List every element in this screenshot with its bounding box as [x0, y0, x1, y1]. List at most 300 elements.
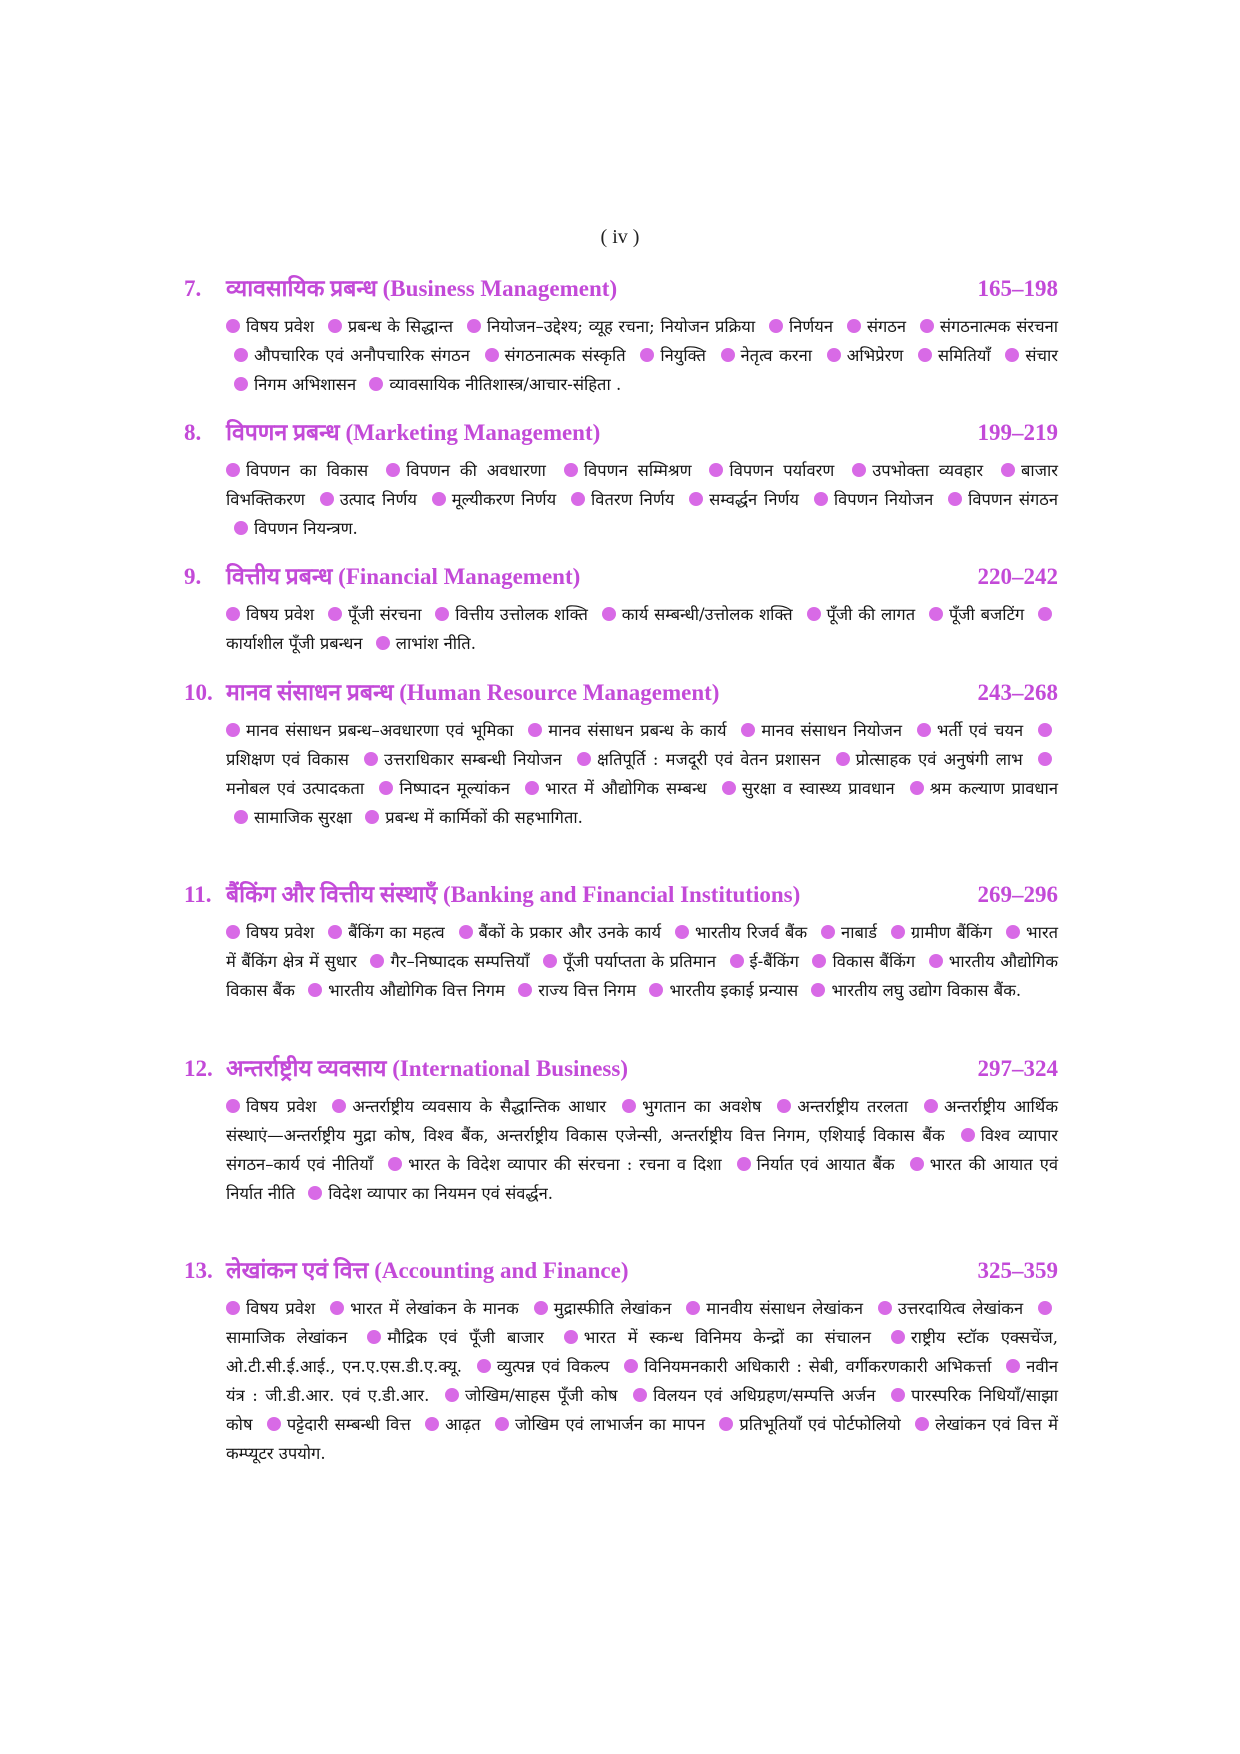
topic-label: राष्ट्रीय स्टॉक एक्सचेंज, ओ.टी.सी.ई.आई., एन.ए.एस.डी.ए.क्यू. [226, 1328, 1058, 1376]
circle-bullet-icon [386, 463, 400, 477]
topic-label: लाभांश नीति. [395, 634, 476, 653]
circle-bullet-icon [891, 1330, 905, 1344]
circle-bullet-icon [1038, 752, 1052, 766]
topic-item [362, 952, 529, 971]
section-topics [226, 456, 1058, 543]
topic-label: समितियाँ [937, 346, 991, 365]
topic-label: पूँजी बजटिंग [948, 605, 1025, 624]
circle-bullet-icon [376, 636, 390, 650]
topic-item [844, 461, 983, 480]
page-range: 269–296 [977, 882, 1058, 907]
circle-bullet-icon [234, 377, 248, 391]
section-number: 11. [184, 882, 212, 907]
section-title: लेखांकन एवं वित्त (Accounting and Finance) [226, 1258, 629, 1283]
topic-item [883, 923, 992, 942]
topic-label: बाजार विभक्तिकरण [226, 461, 1058, 509]
topic-label: भारत में औद्योगिक सम्बन्ध [544, 779, 707, 798]
topic-label: उत्तरदायित्व लेखांकन [897, 1299, 1024, 1318]
page-range: 325–359 [977, 1258, 1058, 1283]
section-title: व्यावसायिक प्रबन्ध (Business Management) [226, 276, 618, 301]
topic-label: पूँजी पर्याप्तता के प्रतिमान [563, 952, 716, 971]
section-title: विपणन प्रबन्ध (Marketing Management) [226, 420, 601, 445]
topic-label: क्षतिपूर्ति : मजदूरी एवं वेतन प्रशासन [597, 750, 821, 769]
topic-label: विलयन एवं अधिग्रहण/सम्पत्ति अर्जन [653, 1386, 876, 1405]
section-title: अन्तर्राष्ट्रीय व्यवसाय (International Business) [226, 1056, 628, 1081]
section-title: मानव संसाधन प्रबन्ध (Human Resource Management) [226, 680, 720, 705]
section-number: 8. [184, 420, 202, 445]
circle-bullet-icon [564, 463, 578, 477]
topic-label: प्रबन्ध के सिद्धान्त [347, 317, 454, 336]
topic-item [427, 605, 588, 624]
topic-item [226, 721, 513, 740]
circle-bullet-icon [1001, 463, 1015, 477]
topic-label: संगठनात्मक संस्कृति [504, 346, 626, 365]
page-number: ( iv ) [600, 226, 640, 248]
topic-item [380, 1155, 721, 1174]
circle-bullet-icon [495, 1417, 509, 1431]
topic-label: विदेश व्यापार का नियमन एवं संवर्द्धन. [328, 1184, 554, 1203]
circle-bullet-icon [878, 1301, 892, 1315]
topic-label: वितरण निर्णय [591, 490, 675, 509]
circle-bullet-icon [633, 1388, 647, 1402]
topic-label: उत्तराधिकार सम्बन्धी नियोजन [384, 750, 562, 769]
circle-bullet-icon [649, 983, 663, 997]
circle-bullet-icon [1038, 1301, 1052, 1315]
topic-item [556, 1328, 871, 1347]
section-heading[interactable] [184, 878, 1058, 912]
topic-item [641, 981, 798, 1000]
circle-bullet-icon [467, 319, 481, 333]
circle-bullet-icon [330, 1301, 344, 1315]
circle-bullet-icon [328, 607, 342, 621]
topic-label: अन्तर्राष्ट्रीय आर्थिक संस्थाएं—अन्तर्राष्ट्रीय मुद्रा कोष, विश्व बैंक, अन्तर्राष्ट्रीय विकास एजेन्सी, अन्तर्राष्ट्रीय वित्त निगम, एशियाई विकास बैंक [226, 1097, 1059, 1145]
topic-label: नेतृत्व करना [740, 346, 813, 365]
circle-bullet-icon [328, 319, 342, 333]
topic-label: विपणन का विकास [246, 461, 369, 480]
topic-item [828, 750, 1023, 769]
section-title: बैंकिंग और वित्तीय संस्थाएँ (Banking and Financial Institutions) [226, 882, 801, 907]
topic-label: भारत में लेखांकन के मानक [350, 1299, 519, 1318]
topic-item [569, 750, 820, 769]
topic-label: मानव संसाधन प्रबन्ध–अवधारणा एवं भूमिका [246, 721, 514, 740]
topic-label: पूँजी की लागत [826, 605, 916, 624]
topic-label: नियुक्ति [660, 346, 706, 365]
topic-label: मनोबल एवं उत्पादकता [226, 779, 365, 798]
circle-bullet-icon [543, 954, 557, 968]
topic-item [312, 490, 417, 509]
circle-bullet-icon [737, 1157, 751, 1171]
circle-bullet-icon [459, 925, 473, 939]
circle-bullet-icon [525, 781, 539, 795]
topic-label: विपणन की अवधारणा [406, 461, 546, 480]
topic-label: विषय प्रवेश [246, 1299, 316, 1318]
topic-label: व्युत्पन्न एवं विकल्प [496, 1357, 610, 1376]
topic-item [701, 461, 834, 480]
topic-item [819, 346, 904, 365]
topic-item [940, 490, 1058, 509]
topic-item [226, 519, 358, 538]
circle-bullet-icon [379, 781, 393, 795]
topic-item [459, 317, 755, 336]
circle-bullet-icon [891, 1388, 905, 1402]
topic-item [359, 1328, 544, 1347]
topic-item [556, 461, 692, 480]
circle-bullet-icon [485, 348, 499, 362]
circle-bullet-icon [364, 752, 378, 766]
topic-label: अभिप्रेरण [846, 346, 904, 365]
topic-label: विपणन नियन्त्रण. [254, 519, 358, 538]
topic-label: ग्रामीण बैंकिंग [910, 923, 993, 942]
circle-bullet-icon [709, 463, 723, 477]
section-topics [226, 312, 1058, 399]
topic-label: विपणन पर्यावरण [729, 461, 835, 480]
circle-bullet-icon [910, 781, 924, 795]
topic-item [678, 1299, 863, 1318]
circle-bullet-icon [267, 1417, 281, 1431]
circle-bullet-icon [961, 1128, 975, 1142]
topic-item [870, 1299, 1023, 1318]
topic-item [594, 605, 793, 624]
circle-bullet-icon [367, 1330, 381, 1344]
topic-item [226, 346, 470, 365]
circle-bullet-icon [435, 607, 449, 621]
circle-bullet-icon [915, 1417, 929, 1431]
circle-bullet-icon [226, 925, 240, 939]
circle-bullet-icon [722, 781, 736, 795]
topic-item [520, 721, 726, 740]
topic-label: भारतीय लघु उद्योग विकास बैंक. [831, 981, 1022, 1000]
topic-item [714, 779, 895, 798]
circle-bullet-icon [929, 954, 943, 968]
circle-bullet-icon [365, 810, 379, 824]
topic-item [803, 981, 1021, 1000]
circle-bullet-icon [370, 954, 384, 968]
circle-bullet-icon [891, 925, 905, 939]
topic-item [510, 981, 636, 1000]
topic-item [320, 605, 422, 624]
topic-label: बैंकों के प्रकार और उनके कार्य [478, 923, 662, 942]
circle-bullet-icon [622, 1099, 636, 1113]
topic-label: सम्वर्द्धन निर्णय [709, 490, 799, 509]
circle-bullet-icon [836, 752, 850, 766]
topic-label: सामाजिक लेखांकन [226, 1328, 348, 1347]
circle-bullet-icon [769, 319, 783, 333]
topic-label: आढ़त [445, 1415, 481, 1434]
circle-bullet-icon [624, 1359, 638, 1373]
topic-label: भारतीय औद्योगिक विकास बैंक [226, 952, 1058, 1000]
circle-bullet-icon [910, 1157, 924, 1171]
topic-label: बैंकिंग का महत्व [348, 923, 445, 942]
topic-label: मौद्रिक एवं पूँजी बाजार [387, 1328, 544, 1347]
circle-bullet-icon [388, 1157, 402, 1171]
topic-label: पूँजी संरचना [347, 605, 422, 624]
topic-label: गैर–निष्पादक सम्पत्तियाँ [390, 952, 530, 971]
topic-item [799, 605, 916, 624]
topic-item [921, 605, 1024, 624]
topic-label: निर्यात एवं आयात बैंक [756, 1155, 895, 1174]
circle-bullet-icon [924, 1099, 938, 1113]
topic-item [769, 1097, 908, 1116]
topic-label: औपचारिक एवं अनौपचारिक संगठन [254, 346, 470, 365]
topic-label: अन्तर्राष्ट्रीय तरलता [797, 1097, 909, 1116]
topic-label: संगठनात्मक संरचना [939, 317, 1059, 336]
topic-item [910, 346, 991, 365]
topic-label: भारत में स्कन्ध विनिमय केन्द्रों का संचालन [583, 1328, 872, 1347]
topic-label: भुगतान का अवशेष [642, 1097, 762, 1116]
section-heading[interactable] [184, 1254, 1058, 1288]
topic-label: भारत की आयात एवं निर्यात नीति [226, 1155, 1058, 1203]
topic-item [563, 490, 674, 509]
topic-item [424, 490, 556, 509]
page-range: 165–198 [977, 276, 1058, 301]
topic-label: भारतीय औद्योगिक वित्त निगम [328, 981, 505, 1000]
topic-label: विपणन संगठन [968, 490, 1059, 509]
topic-label: लेखांकन एवं वित्त में कम्प्यूटर उपयोग. [226, 1415, 1058, 1463]
circle-bullet-icon [686, 1301, 700, 1315]
topic-label: नवीन यंत्र : जी.डी.आर. एवं ए.डी.आर. [226, 1357, 1058, 1405]
topic-item [226, 605, 314, 624]
toc-section-8 [184, 416, 1058, 560]
topic-item [226, 375, 356, 394]
page-range: 199–219 [977, 420, 1058, 445]
circle-bullet-icon [234, 810, 248, 824]
topic-item [320, 317, 453, 336]
toc-section-9 [184, 560, 1058, 676]
circle-bullet-icon [534, 1301, 548, 1315]
circle-bullet-icon [1038, 723, 1052, 737]
section-topics [226, 600, 1058, 658]
topic-item [378, 461, 546, 480]
section-number: 10. [184, 680, 213, 705]
circle-bullet-icon [1005, 348, 1019, 362]
topic-label: मानव संसाधन प्रबन्ध के कार्य [548, 721, 727, 740]
topic-label: भारत के विदेश व्यापार की संरचना : रचना व दिशा [408, 1155, 722, 1174]
section-heading[interactable] [184, 416, 1058, 450]
topic-item [357, 808, 583, 827]
topic-label: पट्टेदारी सम्बन्धी वित्त [286, 1415, 411, 1434]
circle-bullet-icon [518, 983, 532, 997]
topic-item [614, 1097, 761, 1116]
circle-bullet-icon [1006, 1359, 1020, 1373]
topic-item [535, 952, 716, 971]
circle-bullet-icon [226, 1099, 240, 1113]
topic-item [226, 808, 352, 827]
topic-label: भारतीय इकाई प्रन्यास [669, 981, 799, 1000]
topic-label: विकास बैंकिंग [832, 952, 916, 971]
topic-item [226, 1097, 316, 1116]
topic-label: भर्ती एवं चयन [936, 721, 1024, 740]
topic-label: विश्व व्यापार संगठन–कार्य एवं नीतियाँ [226, 1126, 1059, 1174]
section-title: वित्तीय प्रबन्ध (Financial Management) [226, 564, 581, 589]
topic-label: भारत में बैंकिंग क्षेत्र में सुधार [226, 923, 1059, 971]
circle-bullet-icon [1038, 607, 1052, 621]
circle-bullet-icon [571, 492, 585, 506]
section-heading[interactable] [184, 272, 1058, 306]
circle-bullet-icon [445, 1388, 459, 1402]
topic-item [487, 1415, 705, 1434]
table-of-contents [184, 272, 1058, 1468]
topic-label: प्रतिभूतियाँ एवं पोर्टफोलियो [739, 1415, 901, 1434]
section-heading[interactable] [184, 560, 1058, 594]
circle-bullet-icon [741, 723, 755, 737]
topic-label: ई-बैंकिंग [749, 952, 799, 971]
topic-item [722, 952, 799, 971]
topic-label: निष्पादन मूल्यांकन [399, 779, 510, 798]
topic-item [625, 1386, 875, 1405]
topic-label: उपभोक्ता व्यवहार [872, 461, 984, 480]
circle-bullet-icon [226, 723, 240, 737]
toc-section-7 [184, 272, 1058, 416]
topic-item [226, 1299, 315, 1318]
circle-bullet-icon [425, 1417, 439, 1431]
topic-label: श्रम कल्याण प्रावधान [929, 779, 1058, 798]
circle-bullet-icon [777, 1099, 791, 1113]
topic-item [902, 779, 1058, 798]
circle-bullet-icon [929, 607, 943, 621]
circle-bullet-icon [730, 954, 744, 968]
topic-label: सुरक्षा व स्वास्थ्य प्रावधान [741, 779, 895, 798]
circle-bullet-icon [564, 1330, 578, 1344]
circle-bullet-icon [602, 607, 616, 621]
circle-bullet-icon [308, 1186, 322, 1200]
circle-bullet-icon [811, 983, 825, 997]
page-range: 243–268 [977, 680, 1058, 705]
topic-label: विषय प्रवेश [246, 923, 315, 942]
topic-item [226, 317, 314, 336]
topic-item [713, 346, 813, 365]
circle-bullet-icon [847, 319, 861, 333]
section-topics [226, 918, 1058, 1005]
topic-label: उत्पाद निर्णय [339, 490, 417, 509]
circle-bullet-icon [675, 925, 689, 939]
circle-bullet-icon [948, 492, 962, 506]
topic-item [324, 1097, 606, 1116]
circle-bullet-icon [812, 954, 826, 968]
topic-item [226, 923, 314, 942]
page-range: 297–324 [977, 1056, 1058, 1081]
circle-bullet-icon [477, 1359, 491, 1373]
topic-label: निर्णयन [788, 317, 834, 336]
topic-label: कार्य सम्बन्धी/उत्तोलक शक्ति [621, 605, 793, 624]
topic-label: नाबार्ड [841, 923, 878, 942]
circle-bullet-icon [234, 348, 248, 362]
topic-label: जोखिम एवं लाभार्जन का मापन [514, 1415, 706, 1434]
topic-item [469, 1357, 610, 1376]
section-heading[interactable] [184, 1052, 1058, 1086]
topic-label: नियोजन–उद्देश्य; व्यूह रचना; नियोजन प्रक्रिया [486, 317, 756, 336]
toc-section-10 [184, 676, 1058, 878]
topic-label: सामाजिक सुरक्षा [254, 808, 353, 827]
topic-item [839, 317, 906, 336]
circle-bullet-icon [577, 752, 591, 766]
circle-bullet-icon [226, 1301, 240, 1315]
circle-bullet-icon [917, 723, 931, 737]
topic-item [300, 981, 505, 1000]
topic-label: विषय प्रवेश [246, 605, 315, 624]
topic-item [259, 1415, 411, 1434]
circle-bullet-icon [432, 492, 446, 506]
circle-bullet-icon [721, 348, 735, 362]
topic-label: जोखिम/साहस पूँजी कोष [464, 1386, 618, 1405]
topic-item [361, 375, 621, 394]
topic-label: राज्य वित्त निगम [538, 981, 637, 1000]
circle-bullet-icon [719, 1417, 733, 1431]
topic-item [912, 317, 1058, 336]
circle-bullet-icon [689, 492, 703, 506]
topic-item [616, 1357, 991, 1376]
section-topics [226, 716, 1058, 832]
circle-bullet-icon [1006, 925, 1020, 939]
circle-bullet-icon [920, 319, 934, 333]
section-number: 9. [184, 564, 202, 589]
circle-bullet-icon [814, 492, 828, 506]
circle-bullet-icon [807, 607, 821, 621]
topic-item [761, 317, 833, 336]
topic-label: प्रबन्ध में कार्मिकों की सहभागिता. [385, 808, 583, 827]
circle-bullet-icon [226, 319, 240, 333]
topic-item [733, 721, 902, 740]
topic-item [667, 923, 807, 942]
topic-label: विपणन सम्मिश्रण [583, 461, 692, 480]
circle-bullet-icon [640, 348, 654, 362]
topic-item [437, 1386, 618, 1405]
topic-item [681, 490, 799, 509]
topic-item [320, 923, 445, 942]
circle-bullet-icon [320, 492, 334, 506]
topic-label: संचार [1025, 346, 1058, 365]
topic-label: विषय प्रवेश [246, 317, 315, 336]
circle-bullet-icon [369, 377, 383, 391]
topic-item [356, 750, 562, 769]
section-number: 13. [184, 1258, 213, 1283]
topic-item [997, 346, 1058, 365]
circle-bullet-icon [308, 983, 322, 997]
topic-item [909, 721, 1023, 740]
section-topics [226, 1092, 1058, 1208]
topic-label: भारतीय रिजर्व बैंक [694, 923, 808, 942]
topic-label: अन्तर्राष्ट्रीय व्यवसाय के सैद्धान्तिक आधार [352, 1097, 607, 1116]
topic-label: निगम अभिशासन [254, 375, 357, 394]
topic-item [477, 346, 626, 365]
topic-label: प्रोत्साहक एवं अनुषंगी लाभ [855, 750, 1023, 769]
toc-section-12 [184, 1052, 1058, 1254]
topic-item [417, 1415, 481, 1434]
topic-label: विनियमनकारी अधिकारी : सेबी, वर्गीकरणकारी अभिकर्त्ता [644, 1357, 992, 1376]
topic-item [806, 490, 933, 509]
topic-label: मुद्रास्फीति लेखांकन [553, 1299, 672, 1318]
topic-label: पारस्परिक निधियाँ/साझा कोष [226, 1386, 1058, 1434]
topic-label: व्यावसायिक नीतिशास्त्र/आचार-संहिता . [389, 375, 622, 394]
topic-label: संगठन [866, 317, 907, 336]
toc-section-11 [184, 878, 1058, 1052]
topic-item [368, 634, 476, 653]
topic-item [711, 1415, 900, 1434]
circle-bullet-icon [226, 463, 240, 477]
section-number: 12. [184, 1056, 213, 1081]
topic-item [451, 923, 662, 942]
section-heading[interactable] [184, 676, 1058, 710]
topic-label: मानव संसाधन नियोजन [761, 721, 903, 740]
topic-label: विपणन नियोजन [833, 490, 934, 509]
section-topics [226, 1294, 1058, 1468]
circle-bullet-icon [328, 925, 342, 939]
topic-item [322, 1299, 519, 1318]
topic-item [729, 1155, 895, 1174]
circle-bullet-icon [821, 925, 835, 939]
circle-bullet-icon [332, 1099, 346, 1113]
topic-label: वित्तीय उत्तोलक शक्ति [455, 605, 588, 624]
circle-bullet-icon [918, 348, 932, 362]
